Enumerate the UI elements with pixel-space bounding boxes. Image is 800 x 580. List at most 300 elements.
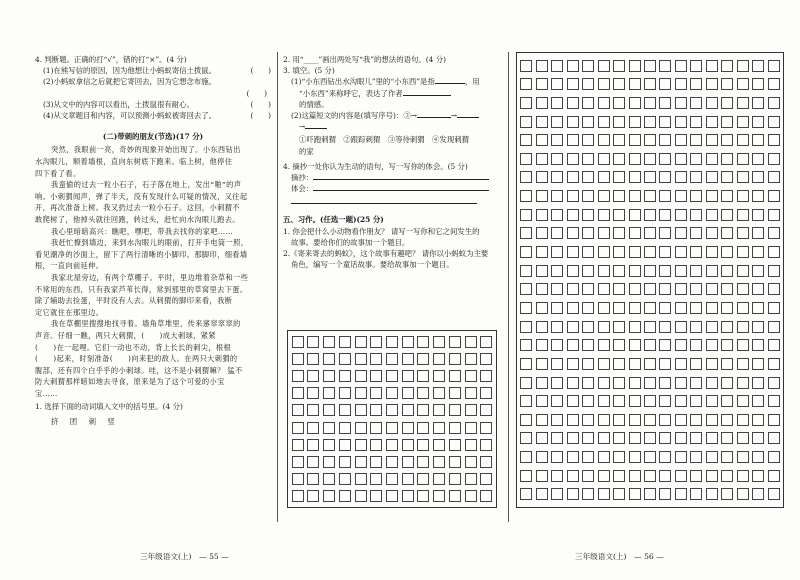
writing-cell[interactable] [690,190,702,202]
writing-cell[interactable] [613,227,625,239]
writing-cell[interactable] [737,358,749,370]
writing-cell[interactable] [433,456,445,468]
writing-cell[interactable] [768,227,780,239]
writing-cell[interactable] [675,395,687,407]
writing-cell[interactable] [582,227,594,239]
writing-cell[interactable] [598,134,610,146]
writing-cell[interactable] [752,321,764,333]
writing-cell[interactable] [339,387,351,399]
writing-cell[interactable] [768,97,780,109]
writing-cell[interactable] [721,321,733,333]
writing-cell[interactable] [659,60,671,72]
writing-cell[interactable] [613,321,625,333]
writing-cell[interactable] [629,60,641,72]
writing-cell[interactable] [644,97,656,109]
writing-cell[interactable] [752,265,764,277]
writing-cell[interactable] [613,358,625,370]
writing-cell[interactable] [355,456,367,468]
writing-cell[interactable] [675,451,687,463]
writing-cell[interactable] [613,78,625,90]
writing-cell[interactable] [520,302,532,314]
writing-cell[interactable] [567,209,579,221]
writing-cell[interactable] [613,209,625,221]
writing-cell[interactable] [629,395,641,407]
writing-cell[interactable] [690,265,702,277]
writing-cell[interactable] [567,97,579,109]
writing-cell[interactable] [323,336,335,348]
writing-cell[interactable] [582,190,594,202]
writing-cell[interactable] [567,321,579,333]
writing-cell[interactable] [307,422,319,434]
writing-cell[interactable] [675,488,687,500]
writing-cell[interactable] [721,134,733,146]
writing-cell[interactable] [706,414,718,426]
writing-cell[interactable] [598,190,610,202]
writing-cell[interactable] [567,227,579,239]
writing-cell[interactable] [737,339,749,351]
writing-cell[interactable] [323,473,335,485]
writing-cell[interactable] [752,246,764,258]
writing-cell[interactable] [675,190,687,202]
writing-cell[interactable] [370,456,382,468]
writing-cell[interactable] [433,404,445,416]
writing-cell[interactable] [659,432,671,444]
writing-cell[interactable] [675,302,687,314]
writing-cell[interactable] [721,209,733,221]
writing-cell[interactable] [386,370,398,382]
writing-cell[interactable] [752,153,764,165]
writing-cell[interactable] [520,171,532,183]
writing-cell[interactable] [292,490,304,502]
writing-cell[interactable] [598,246,610,258]
writing-cell[interactable] [659,265,671,277]
writing-cell[interactable] [644,209,656,221]
writing-cell[interactable] [768,265,780,277]
writing-cell[interactable] [644,265,656,277]
writing-cell[interactable] [536,116,548,128]
writing-cell[interactable] [449,473,461,485]
writing-cell[interactable] [582,395,594,407]
writing-cell[interactable] [582,339,594,351]
writing-cell[interactable] [690,134,702,146]
writing-cell[interactable] [659,97,671,109]
writing-cell[interactable] [613,451,625,463]
writing-cell[interactable] [386,490,398,502]
writing-cell[interactable] [582,209,594,221]
writing-cell[interactable] [551,470,563,482]
writing-cell[interactable] [721,246,733,258]
writing-cell[interactable] [598,339,610,351]
writing-cell[interactable] [567,116,579,128]
writing-cell[interactable] [768,377,780,389]
writing-cell[interactable] [629,97,641,109]
writing-cell[interactable] [737,432,749,444]
writing-cell[interactable] [323,439,335,451]
writing-cell[interactable] [520,190,532,202]
writing-cell[interactable] [355,387,367,399]
writing-cell[interactable] [551,395,563,407]
writing-cell[interactable] [339,439,351,451]
writing-cell[interactable] [768,470,780,482]
writing-grid-right[interactable] [516,52,784,508]
writing-cell[interactable] [582,470,594,482]
writing-cell[interactable] [629,339,641,351]
writing-cell[interactable] [644,321,656,333]
writing-cell[interactable] [370,473,382,485]
writing-cell[interactable] [417,404,429,416]
writing-cell[interactable] [675,153,687,165]
writing-cell[interactable] [582,97,594,109]
writing-cell[interactable] [567,395,579,407]
writing-cell[interactable] [613,414,625,426]
writing-cell[interactable] [307,473,319,485]
writing-cell[interactable] [706,283,718,295]
writing-cell[interactable] [520,339,532,351]
writing-cell[interactable] [449,370,461,382]
writing-cell[interactable] [307,456,319,468]
writing-cell[interactable] [706,321,718,333]
writing-cell[interactable] [402,473,414,485]
writing-cell[interactable] [417,353,429,365]
writing-cell[interactable] [465,439,477,451]
writing-cell[interactable] [690,321,702,333]
writing-cell[interactable] [536,339,548,351]
writing-cell[interactable] [567,470,579,482]
writing-cell[interactable] [339,404,351,416]
writing-cell[interactable] [551,227,563,239]
writing-cell[interactable] [520,209,532,221]
writing-cell[interactable] [520,451,532,463]
writing-cell[interactable] [292,387,304,399]
writing-cell[interactable] [752,283,764,295]
writing-cell[interactable] [520,97,532,109]
writing-cell[interactable] [567,171,579,183]
writing-cell[interactable] [644,283,656,295]
writing-cell[interactable] [613,190,625,202]
writing-cell[interactable] [582,451,594,463]
writing-cell[interactable] [659,78,671,90]
writing-cell[interactable] [402,387,414,399]
writing-cell[interactable] [520,116,532,128]
writing-cell[interactable] [370,439,382,451]
writing-cell[interactable] [449,490,461,502]
writing-cell[interactable] [644,358,656,370]
writing-cell[interactable] [582,265,594,277]
writing-cell[interactable] [690,358,702,370]
writing-cell[interactable] [629,171,641,183]
writing-cell[interactable] [721,451,733,463]
writing-cell[interactable] [449,456,461,468]
writing-cell[interactable] [323,353,335,365]
writing-cell[interactable] [292,353,304,365]
writing-cell[interactable] [644,395,656,407]
writing-cell[interactable] [675,97,687,109]
writing-cell[interactable] [629,78,641,90]
writing-cell[interactable] [659,190,671,202]
writing-cell[interactable] [480,370,492,382]
writing-cell[interactable] [598,116,610,128]
writing-cell[interactable] [752,302,764,314]
writing-cell[interactable] [768,488,780,500]
writing-cell[interactable] [613,60,625,72]
writing-cell[interactable] [370,336,382,348]
writing-cell[interactable] [307,404,319,416]
writing-cell[interactable] [598,432,610,444]
writing-cell[interactable] [644,78,656,90]
writing-cell[interactable] [706,451,718,463]
writing-cell[interactable] [307,490,319,502]
writing-cell[interactable] [675,358,687,370]
writing-cell[interactable] [339,473,351,485]
writing-cell[interactable] [706,265,718,277]
writing-cell[interactable] [737,78,749,90]
writing-cell[interactable] [629,302,641,314]
writing-cell[interactable] [752,227,764,239]
writing-cell[interactable] [598,451,610,463]
writing-cell[interactable] [417,336,429,348]
writing-cell[interactable] [613,265,625,277]
writing-cell[interactable] [737,134,749,146]
writing-cell[interactable] [433,353,445,365]
writing-cell[interactable] [520,78,532,90]
writing-cell[interactable] [675,265,687,277]
writing-cell[interactable] [355,439,367,451]
writing-cell[interactable] [721,414,733,426]
writing-cell[interactable] [386,387,398,399]
writing-cell[interactable] [598,321,610,333]
writing-cell[interactable] [536,78,548,90]
writing-cell[interactable] [598,302,610,314]
writing-cell[interactable] [323,404,335,416]
writing-cell[interactable] [433,370,445,382]
writing-cell[interactable] [339,370,351,382]
writing-cell[interactable] [582,283,594,295]
writing-cell[interactable] [598,97,610,109]
writing-cell[interactable] [520,432,532,444]
writing-cell[interactable] [551,153,563,165]
writing-cell[interactable] [598,78,610,90]
writing-cell[interactable] [721,171,733,183]
writing-cell[interactable] [480,336,492,348]
writing-cell[interactable] [752,190,764,202]
writing-cell[interactable] [551,246,563,258]
writing-cell[interactable] [613,97,625,109]
writing-cell[interactable] [520,246,532,258]
writing-cell[interactable] [567,339,579,351]
writing-cell[interactable] [768,134,780,146]
writing-cell[interactable] [402,404,414,416]
writing-cell[interactable] [690,470,702,482]
writing-cell[interactable] [370,490,382,502]
writing-cell[interactable] [433,490,445,502]
writing-cell[interactable] [551,432,563,444]
writing-cell[interactable] [536,246,548,258]
writing-cell[interactable] [567,451,579,463]
writing-cell[interactable] [536,60,548,72]
writing-cell[interactable] [721,358,733,370]
writing-cell[interactable] [659,283,671,295]
writing-grid-middle[interactable] [287,330,497,508]
writing-cell[interactable] [768,339,780,351]
writing-cell[interactable] [598,395,610,407]
writing-cell[interactable] [706,97,718,109]
writing-cell[interactable] [659,321,671,333]
writing-cell[interactable] [675,171,687,183]
writing-cell[interactable] [433,387,445,399]
writing-cell[interactable] [675,283,687,295]
writing-cell[interactable] [690,377,702,389]
writing-cell[interactable] [629,116,641,128]
writing-cell[interactable] [323,422,335,434]
writing-cell[interactable] [613,134,625,146]
writing-cell[interactable] [768,78,780,90]
writing-cell[interactable] [536,134,548,146]
writing-cell[interactable] [737,227,749,239]
writing-cell[interactable] [449,439,461,451]
writing-cell[interactable] [520,414,532,426]
writing-cell[interactable] [582,377,594,389]
writing-cell[interactable] [690,116,702,128]
writing-cell[interactable] [752,470,764,482]
writing-cell[interactable] [307,439,319,451]
writing-cell[interactable] [598,153,610,165]
writing-cell[interactable] [737,153,749,165]
writing-cell[interactable] [520,227,532,239]
writing-cell[interactable] [768,116,780,128]
writing-cell[interactable] [567,283,579,295]
writing-cell[interactable] [292,473,304,485]
writing-cell[interactable] [567,60,579,72]
writing-cell[interactable] [659,246,671,258]
writing-cell[interactable] [402,353,414,365]
writing-cell[interactable] [690,209,702,221]
writing-cell[interactable] [752,414,764,426]
writing-cell[interactable] [551,302,563,314]
writing-cell[interactable] [598,470,610,482]
writing-cell[interactable] [659,339,671,351]
writing-cell[interactable] [551,78,563,90]
writing-cell[interactable] [613,470,625,482]
writing-cell[interactable] [536,358,548,370]
writing-cell[interactable] [355,490,367,502]
writing-cell[interactable] [520,488,532,500]
writing-cell[interactable] [644,339,656,351]
writing-cell[interactable] [629,488,641,500]
writing-cell[interactable] [339,490,351,502]
writing-cell[interactable] [536,190,548,202]
writing-cell[interactable] [355,422,367,434]
writing-cell[interactable] [737,395,749,407]
writing-cell[interactable] [402,336,414,348]
writing-cell[interactable] [706,60,718,72]
writing-cell[interactable] [598,209,610,221]
writing-cell[interactable] [613,116,625,128]
writing-cell[interactable] [355,404,367,416]
writing-cell[interactable] [551,488,563,500]
writing-cell[interactable] [752,171,764,183]
writing-cell[interactable] [629,209,641,221]
writing-cell[interactable] [551,377,563,389]
writing-cell[interactable] [752,451,764,463]
writing-cell[interactable] [629,377,641,389]
writing-cell[interactable] [433,473,445,485]
writing-cell[interactable] [465,387,477,399]
writing-cell[interactable] [721,488,733,500]
writing-cell[interactable] [706,227,718,239]
writing-cell[interactable] [706,153,718,165]
writing-cell[interactable] [644,153,656,165]
writing-cell[interactable] [551,209,563,221]
writing-cell[interactable] [690,488,702,500]
writing-cell[interactable] [675,339,687,351]
writing-cell[interactable] [737,451,749,463]
writing-cell[interactable] [690,339,702,351]
writing-cell[interactable] [737,283,749,295]
writing-cell[interactable] [675,470,687,482]
writing-cell[interactable] [536,414,548,426]
writing-cell[interactable] [355,353,367,365]
writing-cell[interactable] [613,395,625,407]
writing-cell[interactable] [675,60,687,72]
writing-cell[interactable] [402,439,414,451]
writing-cell[interactable] [768,321,780,333]
writing-cell[interactable] [737,302,749,314]
writing-cell[interactable] [582,116,594,128]
writing-cell[interactable] [706,395,718,407]
writing-cell[interactable] [629,190,641,202]
writing-cell[interactable] [737,321,749,333]
writing-cell[interactable] [721,432,733,444]
writing-cell[interactable] [307,387,319,399]
writing-cell[interactable] [370,353,382,365]
writing-cell[interactable] [551,321,563,333]
writing-cell[interactable] [644,432,656,444]
writing-cell[interactable] [582,171,594,183]
writing-cell[interactable] [520,283,532,295]
writing-cell[interactable] [721,153,733,165]
writing-cell[interactable] [582,358,594,370]
writing-cell[interactable] [768,302,780,314]
writing-cell[interactable] [659,209,671,221]
writing-cell[interactable] [690,78,702,90]
writing-cell[interactable] [520,377,532,389]
writing-cell[interactable] [721,190,733,202]
writing-cell[interactable] [613,339,625,351]
writing-cell[interactable] [768,414,780,426]
writing-cell[interactable] [629,358,641,370]
writing-cell[interactable] [629,432,641,444]
writing-cell[interactable] [551,97,563,109]
writing-cell[interactable] [659,414,671,426]
writing-cell[interactable] [629,414,641,426]
writing-cell[interactable] [465,336,477,348]
writing-cell[interactable] [768,153,780,165]
writing-cell[interactable] [480,422,492,434]
writing-cell[interactable] [659,153,671,165]
writing-cell[interactable] [292,422,304,434]
writing-cell[interactable] [644,246,656,258]
writing-cell[interactable] [721,339,733,351]
writing-cell[interactable] [520,134,532,146]
writing-cell[interactable] [598,488,610,500]
writing-cell[interactable] [567,377,579,389]
writing-cell[interactable] [480,353,492,365]
writing-cell[interactable] [307,353,319,365]
writing-cell[interactable] [536,395,548,407]
writing-cell[interactable] [659,134,671,146]
writing-cell[interactable] [721,265,733,277]
writing-cell[interactable] [520,470,532,482]
